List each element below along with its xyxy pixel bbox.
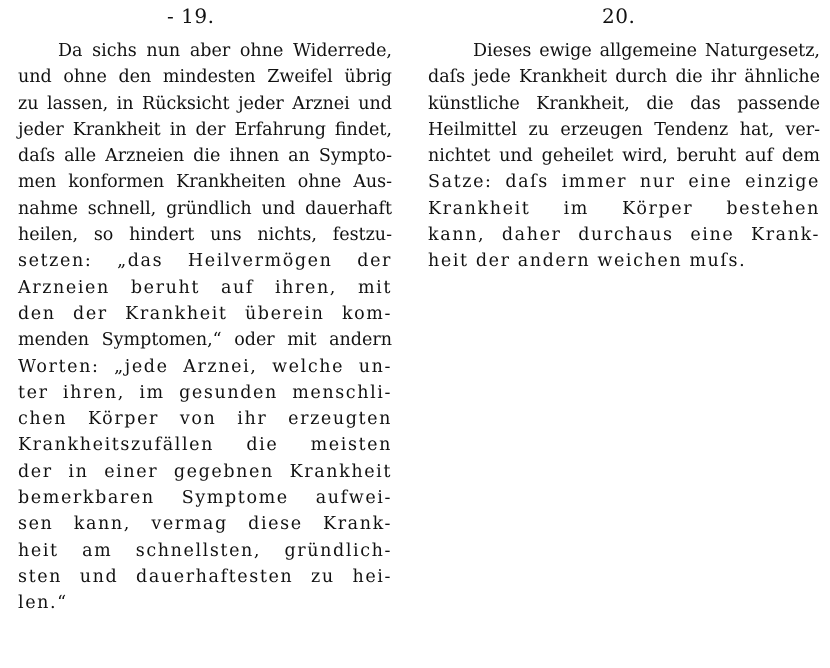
text-line: Da sichs nun aber ohne Widerrede, [58, 41, 392, 61]
text-line: daſs jede Krankheit durch die ihr ähnliche [428, 67, 820, 88]
text-line: Krankheit im Körper bestehen [428, 198, 820, 219]
text-line: der in einer gegebnen Krankheit [18, 461, 392, 482]
text-line: Krankheitszufällen die meisten [18, 435, 392, 456]
right-page-text [428, 38, 820, 275]
text-line: Worten: „jede Arznei, welche un- [18, 356, 392, 377]
text-line: zu lassen, in Rücksicht jeder Arznei und [18, 93, 392, 114]
page-number-left: - 19. [167, 4, 215, 28]
text-line: nichtet und geheilet wird, beruht auf dem [428, 146, 820, 167]
text-line: daſs alle Arzneien die ihnen an Sympto- [18, 146, 392, 167]
right-page [415, 0, 830, 668]
text-line: bemerkbaren Symptome aufwei- [18, 488, 392, 509]
text-line: menden Symptomen,“ oder mit andern [18, 330, 392, 351]
text-line: heilen, so hindert uns nichts, festzu- [18, 225, 392, 246]
text-line: Heilmittel zu erzeugen Tendenz hat, ver- [428, 119, 820, 140]
text-line: len.“ [18, 593, 68, 614]
text-line: heit am schnellsten, gründlich- [18, 540, 392, 561]
text-line: sen kann, vermag diese Krank- [18, 514, 392, 535]
text-line: und ohne den mindesten Zweifel übrig [18, 67, 392, 88]
text-line: Dieses ewige allgemeine Naturgesetz, [473, 41, 820, 61]
text-line: ter ihren, im gesunden menschli- [18, 382, 392, 403]
text-line: nahme schnell, gründlich und dauerhaft [18, 198, 392, 219]
text-line: setzen: „das Heilvermögen der [18, 251, 392, 272]
text-line: Arzneien beruht auf ihren, mit [18, 277, 392, 298]
text-line: sten und dauerhaftesten zu hei- [18, 566, 392, 587]
text-line: jeder Krankheit in der Erfahrung findet, [18, 119, 392, 140]
text-line: men konformen Krankheiten ohne Aus- [18, 172, 392, 193]
left-page-text [18, 38, 392, 617]
page-number-right: 20. [602, 4, 636, 28]
text-line: Satze: daſs immer nur eine einzige [428, 172, 820, 193]
text-line: chen Körper von ihr erzeugten [18, 409, 392, 430]
text-line: heit der andern weichen muſs. [428, 251, 747, 272]
text-line: den der Krankheit überein kom- [18, 303, 392, 324]
text-line: kann, daher durchaus eine Krank- [428, 225, 820, 246]
text-line: künstliche Krankheit, die das passende [428, 93, 820, 114]
